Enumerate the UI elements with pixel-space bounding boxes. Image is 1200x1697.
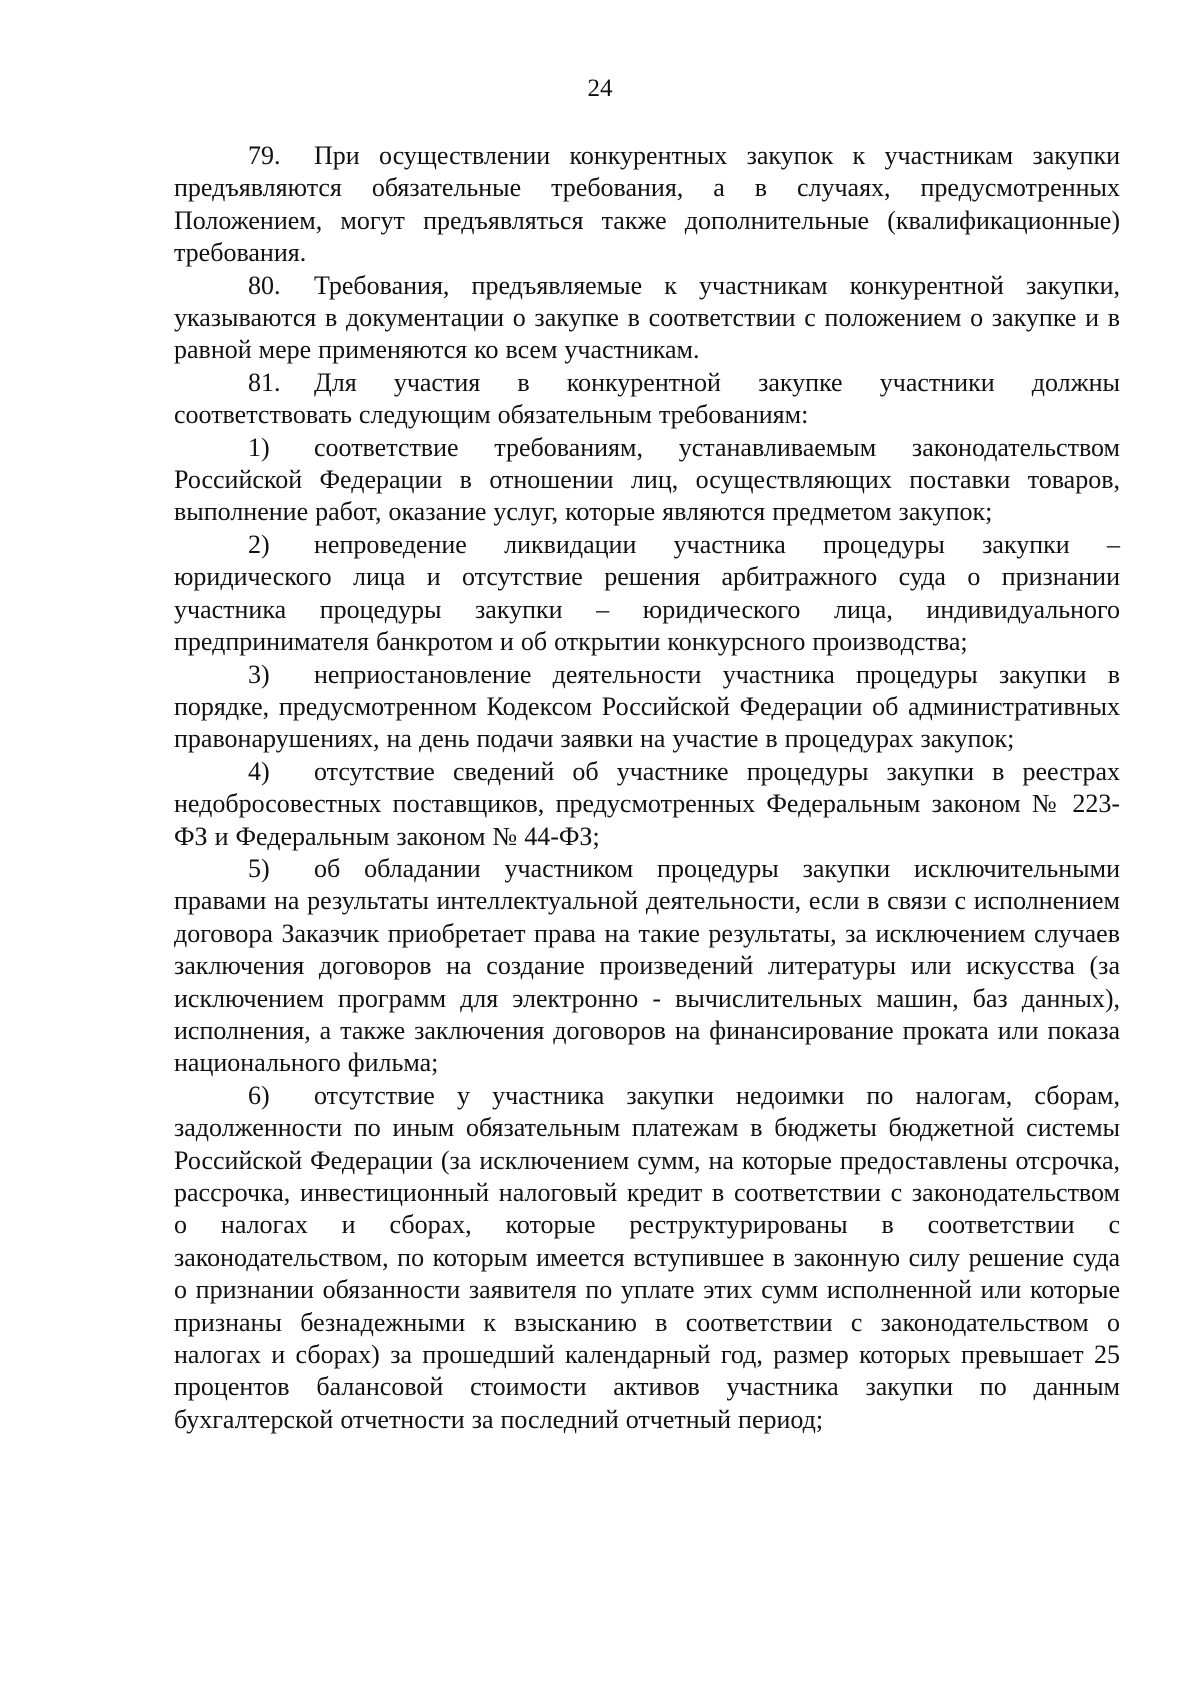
list-item-number: 4): [248, 756, 270, 786]
paragraph-text: Требования, предъявляемые к участникам конкурентной закупки, указываются в документации о закупке в соответствии с положением о закупке и в равной мере применяются ко всем участникам.: [174, 270, 1120, 365]
list-item-text: отсутствие у участника закупки недоимки по налогам, сборам, задолженности по иным обязательным платежам в бюджеты бюджетной системы Российской Федерации (за исключением сумм, на которые предоставлены отсрочка, рассрочка, инвестиционный налоговый кредит в соответствии с законодательством о налогах и сборах, которые реструктурированы в соответствии с законодательством, по которым имеется вступившее в законную силу решение суда о признании обязанности заявителя по уплате этих сумм исполненной или которые признаны безнадежными к взысканию в соответствии с законодательством о налогах и сборах) за прошедший календарный год, размер которых превышает 25 процентов балансовой стоимости активов участника закупки по данным бухгалтерской отчетности за последний отчетный период;: [174, 1080, 1120, 1434]
paragraph-number: 80.: [248, 270, 281, 300]
list-item-text: соответствие требованиям, устанавливаемым законодательством Российской Федерации в отношении лиц, осуществляющих поставки товаров, выполнение работ, оказание услуг, которые являются предметом закупок;: [174, 432, 1120, 527]
paragraph-81: [174, 367, 1120, 432]
list-item-4: [174, 756, 1120, 853]
list-item-number: 1): [248, 432, 270, 462]
list-item-6: [174, 1080, 1120, 1436]
list-item-text: об обладании участником процедуры закупки исключительными правами на результаты интеллектуальной деятельности, если в связи с исполнением договора Заказчик приобретает права на такие результаты, за исключением случаев заключения договоров на создание произведений литературы или искусства (за исключением программ для электронно - вычислительных машин, баз данных), исполнения, а также заключения договоров на финансирование проката или показа национального фильма;: [174, 853, 1120, 1078]
list-item-text: непроведение ликвидации участника процедуры закупки – юридического лица и отсутствие решения арбитражного суда о признании участника процедуры закупки – юридического лица, индивидуального предпринимателя банкротом и об открытии конкурсного производства;: [174, 529, 1120, 657]
list-item-1: [174, 432, 1120, 529]
paragraph-79: [174, 140, 1120, 270]
list-item-text: неприостановление деятельности участника процедуры закупки в порядке, предусмотренном Кодексом Российской Федерации об административных правонарушениях, на день подачи заявки на участие в процедурах закупок;: [174, 659, 1120, 754]
paragraph-80: [174, 270, 1120, 367]
list-item-text: отсутствие сведений об участнике процедуры закупки в реестрах недобросовестных поставщиков, предусмотренных Федеральным законом № 223-ФЗ и Федеральным законом № 44-ФЗ;: [174, 756, 1120, 851]
paragraph-number: 79.: [248, 141, 281, 170]
list-item-number: 5): [248, 853, 270, 883]
paragraph-text: Для участия в конкурентной закупке участники должны соответствовать следующим обязательным требованиям:: [174, 367, 1120, 430]
list-item-3: [174, 659, 1120, 756]
paragraph-text: При осуществлении конкурентных закупок к участникам закупки предъявляются обязательные требования, а в случаях, предусмотренных Положением, могут предъявляться также дополнительные (квалификационные) требования.: [174, 141, 1120, 268]
list-item-number: 3): [248, 659, 270, 689]
list-item-number: 6): [248, 1080, 270, 1110]
document-body: [174, 140, 1120, 1436]
list-item-5: [174, 853, 1120, 1080]
list-item-2: [174, 529, 1120, 659]
paragraph-number: 81.: [248, 367, 281, 397]
list-item-number: 2): [248, 529, 270, 559]
page-number: 24: [587, 75, 613, 102]
